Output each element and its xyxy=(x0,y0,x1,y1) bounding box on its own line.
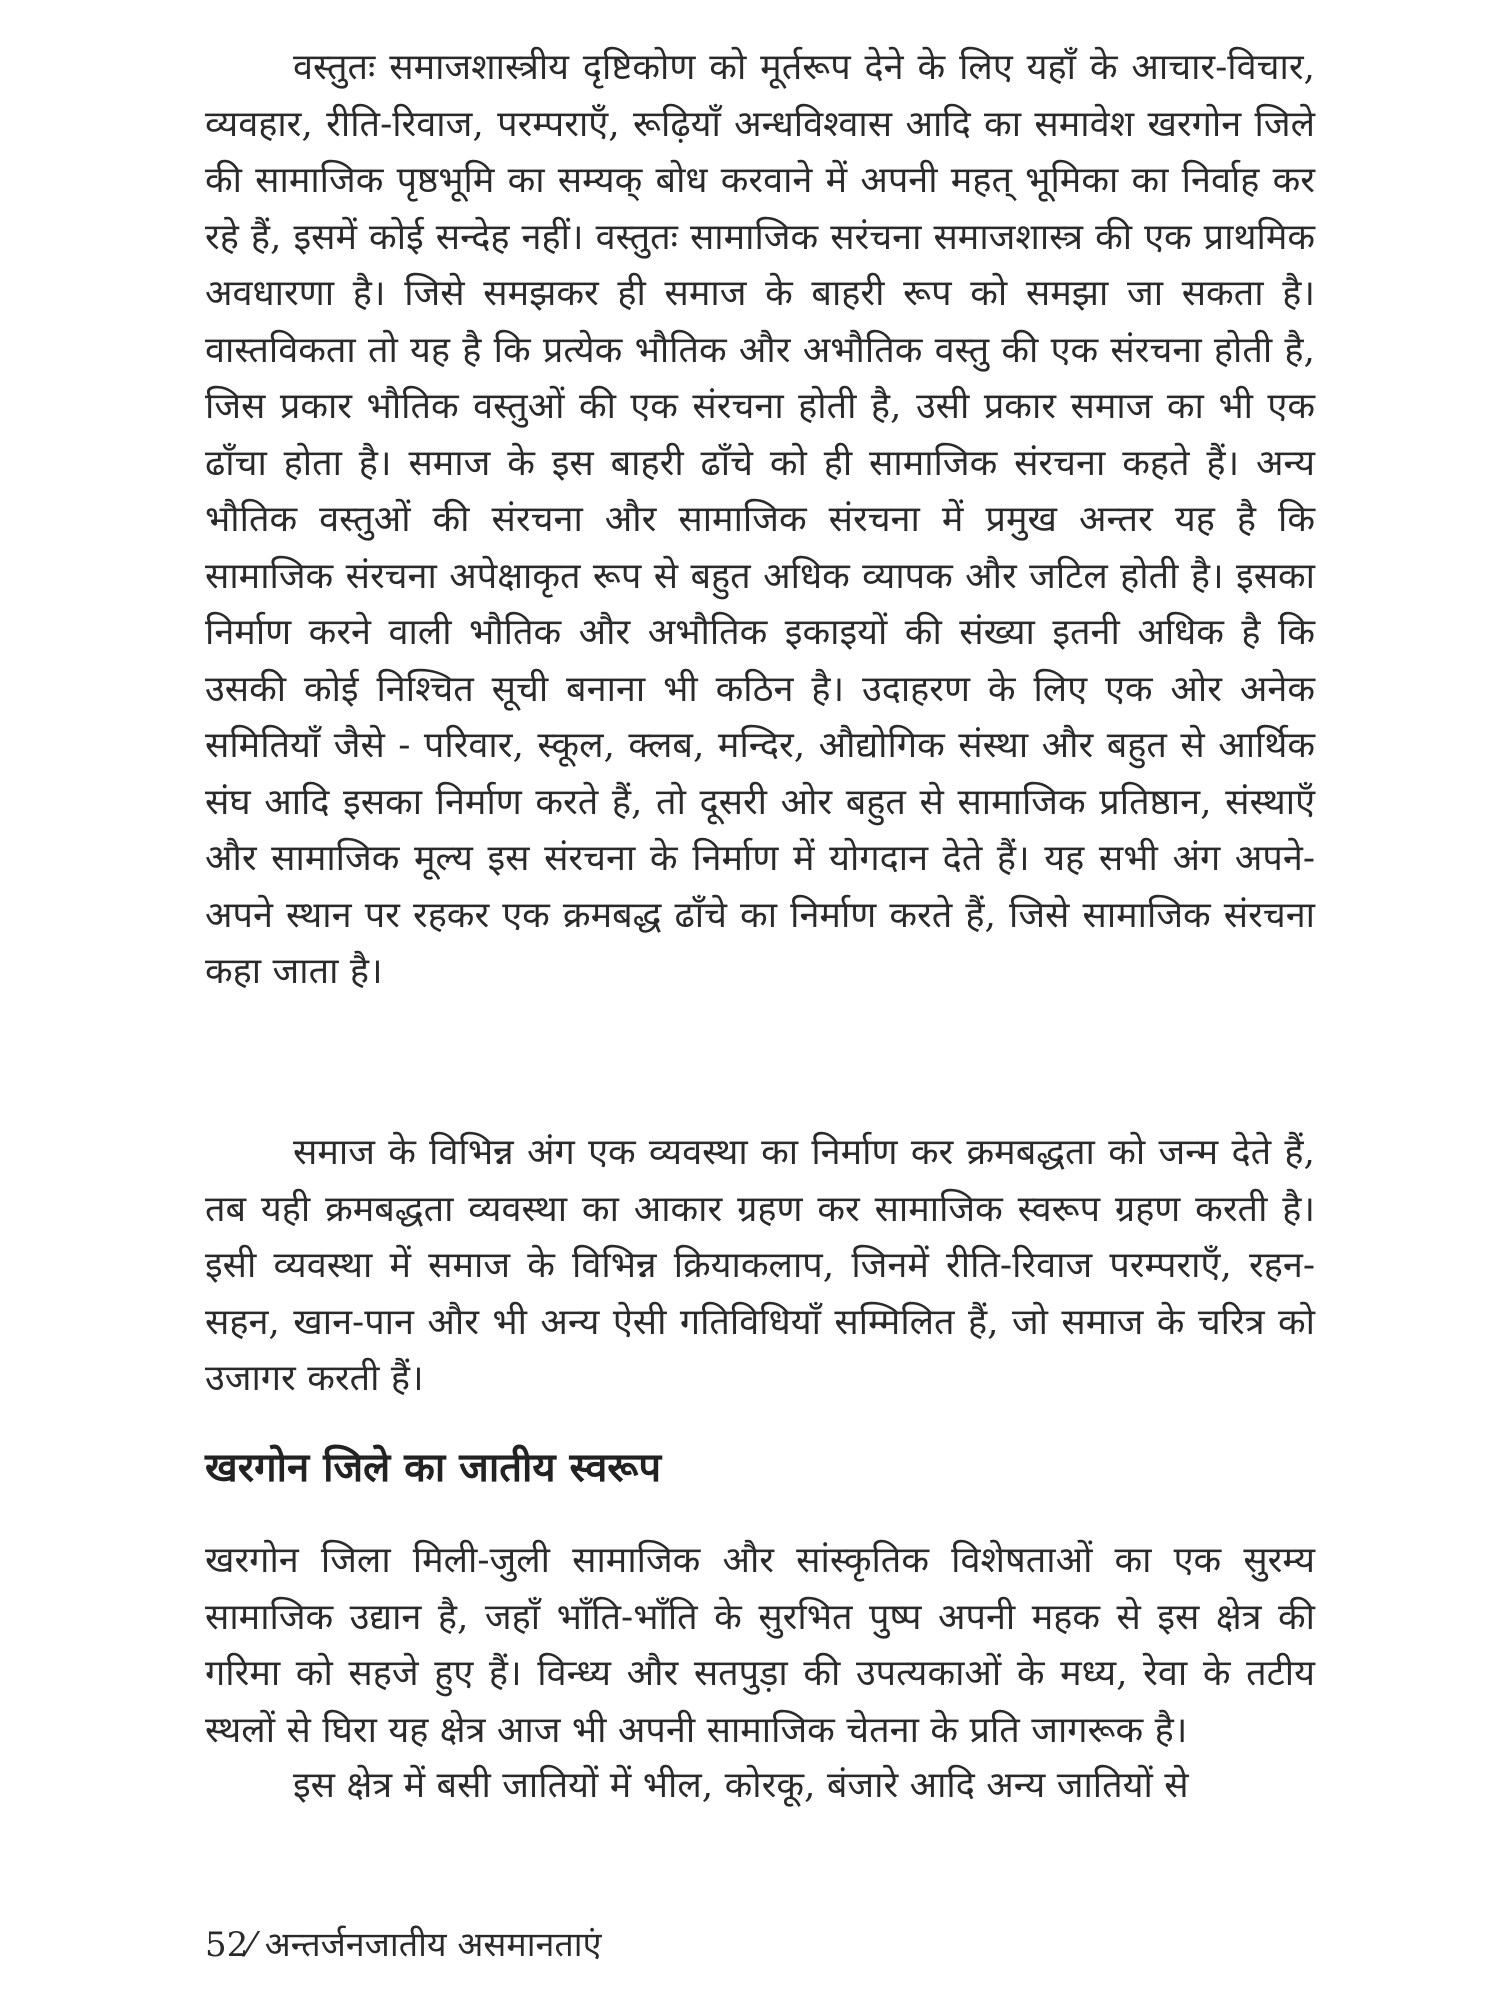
section-heading: खरगोन जिले का जातीय स्वरूप xyxy=(205,1445,662,1491)
book-page xyxy=(205,40,1315,1970)
page-footer: 52⁄ अन्तर्जनजातीय असमानताएं xyxy=(205,1925,602,1965)
paragraph-social-structure: वस्तुतः समाजशास्त्रीय दृष्टिकोण को मूर्तरूप देने के लिए यहाँ के आचार-विचार, व्यवहार, रीति-रिवाज, परम्पराएँ, रूढ़ियाँ अन्धविश्वास आदि का समावेश खरगोन जिले की सामाजिक पृष्ठभूमि का सम्यक् बोध करवाने में अपनी महत् भूमिका का निर्वाह कर रहे हैं, इसमें कोई सन्देह नहीं। वस्तुतः सामाजिक सरंचना समाजशास्त्र की एक प्राथमिक अवधारणा है। जिसे समझकर ही समाज के बाहरी रूप को समझा जा सकता है। वास्तविकता तो यह है कि प्रत्येक भौतिक और अभौतिक वस्तु की एक संरचना होती है, जिस प्रकार भौतिक वस्तुओं की एक संरचना होती है, उसी प्रकार समाज का भी एक ढाँचा होता है। समाज के इस बाहरी ढाँचे को ही सामाजिक संरचना कहते हैं। अन्य भौतिक वस्तुओं की संरचना और सामाजिक संरचना में प्रमुख अन्तर यह है कि सामाजिक संरचना अपेक्षाकृत रूप से बहुत अधिक व्यापक और जटिल होती है। इसका निर्माण करने वाली भौतिक और अभौतिक इकाइयों की संख्या इतनी अधिक है कि उसकी कोई निश्चित सूची बनाना भी कठिन है। उदाहरण के लिए एक ओर अनेक समितियाँ जैसे - परिवार, स्कूल, क्लब, मन्दिर, औद्योगिक संस्था और बहुत से आर्थिक संघ आदि इसका निर्माण करते हैं, तो दूसरी ओर बहुत से सामाजिक प्रतिष्ठान, संस्थाएँ और सामाजिक मूल्य इस संरचना के निर्माण में योगदान देते हैं। यह सभी अंग अपने-अपने स्थान पर रहकर एक क्रमबद्ध ढाँचे का निर्माण करते हैं, जिसे सामाजिक संरचना कहा जाता है। xyxy=(205,47,1315,992)
paragraph-khargone-district: खरगोन जिला मिली-जुली सामाजिक और सांस्कृतिक विशेषताओं का एक सुरम्य सामाजिक उद्यान है, जहाँ भाँति-भाँति के सुरभित पुष्प अपनी महक से इस क्षेत्र की गरिमा को सहजे हुए हैं। विन्ध्य और सतपुड़ा की उपत्यकाओं के मध्य, रेवा के तटीय स्थलों से घिरा यह क्षेत्र आज भी अपनी सामाजिक चेतना के प्रति जागरूक है। xyxy=(205,1540,1315,1751)
paragraph-tribes: इस क्षेत्र में बसी जातियों में भील, कोरकू, बंजारे आदि अन्य जातियों से xyxy=(293,1765,1189,1806)
paragraph-social-order: समाज के विभिन्न अंग एक व्यवस्था का निर्माण कर क्रमबद्धता को जन्म देते हैं, तब यही क्रमबद्धता व्यवस्था का आकार ग्रहण कर सामाजिक स्वरूप ग्रहण करती है। इसी व्यवस्था में समाज के विभिन्न क्रियाकलाप, जिनमें रीति-रिवाज परम्पराएँ, रहन-सहन, खान-पान और भी अन्य ऐसी गतिविधियाँ सम्मिलित हैं, जो समाज के चरित्र को उजागर करती हैं। xyxy=(205,1132,1315,1399)
